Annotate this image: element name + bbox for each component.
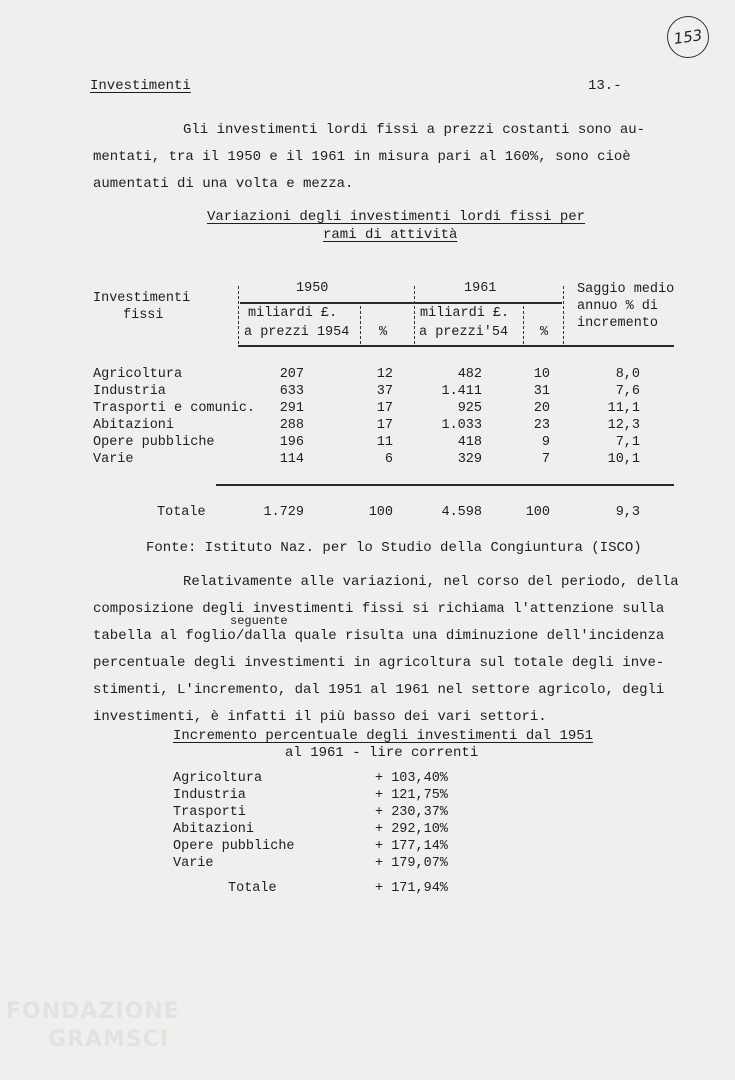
table2-row-value: + 177,14% (375, 839, 448, 854)
body2-line-3: tabella al foglio/dalla quale risulta una diminuzione dell'incidenza (93, 628, 665, 644)
table1-total-cell: 100 (525, 505, 550, 520)
body2-line-5: stimenti, L'incremento, dal 1951 al 1961 nel settore agricolo, degli (93, 682, 665, 698)
table2-row-label: Trasporti (173, 805, 246, 820)
table1-row-label: Abitazioni (93, 418, 175, 433)
watermark-line-1: FONDAZIONE (6, 999, 180, 1024)
page-number: 13.- (588, 78, 622, 94)
table2-title-line-2: al 1961 - lire correnti (285, 745, 479, 761)
table2-row-value: + 230,37% (375, 805, 448, 820)
table1-row-label: Trasporti e comunic. (93, 401, 256, 416)
table1-cell: 207 (279, 367, 304, 382)
table1-row-label: Opere pubbliche (93, 435, 215, 450)
table1-title-line-2: rami di attività (323, 227, 458, 243)
table1-cell: 31 (533, 384, 550, 399)
table2-row-value: + 179,07% (375, 856, 448, 871)
table1-cell: 329 (457, 452, 482, 467)
archive-watermark (6, 998, 196, 1054)
table2-row-label: Opere pubbliche (173, 839, 295, 854)
table1-source: Fonte: Istituto Naz. per lo Studio della Congiuntura (ISCO) (146, 540, 642, 556)
table2-row-value: + 121,75% (375, 788, 448, 803)
table1-header-rule (238, 345, 674, 347)
table2-row-value: + 103,40% (375, 771, 448, 786)
table1-row-label: Agricoltura (93, 367, 183, 382)
table1-cell: 23 (533, 418, 550, 433)
table1-total-label: Totale (157, 505, 206, 520)
table1-cell: 12,3 (607, 418, 640, 433)
table1-cell: 288 (279, 418, 304, 433)
table1-separator (523, 306, 524, 344)
table1-year-1961: 1961 (464, 281, 497, 296)
table1-pct-1950: % (379, 325, 388, 340)
section-title: Investimenti (90, 78, 191, 94)
table1-total-cell: 1.729 (263, 505, 304, 520)
table1-pct-1961: % (540, 325, 549, 340)
table1-separator (238, 286, 239, 344)
intro-line-3: aumentati di una volta e mezza. (93, 176, 354, 192)
table1-sub-1950-line-1: miliardi £. (248, 306, 338, 321)
table1-separator (414, 286, 415, 344)
table1-cell: 10 (533, 367, 550, 382)
table1-cell: 11,1 (607, 401, 640, 416)
table1-total-rule (216, 484, 674, 486)
table1-cell: 17 (376, 401, 393, 416)
table1-total-cell: 4.598 (441, 505, 482, 520)
table1-rate-header-1: Saggio medio (577, 282, 675, 297)
table1-rate-header-3: incremento (577, 316, 659, 331)
body2-line-1: Relativamente alle variazioni, nel corso del periodo, della (183, 574, 679, 590)
table2-row-value: + 292,10% (375, 822, 448, 837)
table1-total-cell: 100 (368, 505, 393, 520)
intro-line-2: mentati, tra il 1950 e il 1961 in misura pari al 160%, sono cioè (93, 149, 631, 165)
table1-cell: 1.033 (441, 418, 482, 433)
table1-cell: 37 (376, 384, 393, 399)
table2-row-label: Agricoltura (173, 771, 263, 786)
watermark-line-2: GRAMSCI (48, 1027, 170, 1052)
table1-cell: 633 (279, 384, 304, 399)
table1-cell: 17 (376, 418, 393, 433)
table1-cell: 7,6 (615, 384, 640, 399)
table1-cell: 1.411 (441, 384, 482, 399)
table1-cell: 10,1 (607, 452, 640, 467)
table1-cell: 482 (457, 367, 482, 382)
table2-total-value: + 171,94% (375, 881, 448, 896)
table1-cell: 418 (457, 435, 482, 450)
table1-rate-header-2: annuo % di (577, 299, 659, 314)
intro-line-1: Gli investimenti lordi fissi a prezzi costanti sono au- (183, 122, 646, 138)
body2-line-2: composizione degli investimenti fissi si richiama l'attenzione sulla (93, 601, 665, 617)
table1-cell: 20 (533, 401, 550, 416)
table1-cell: 291 (279, 401, 304, 416)
table1-cell: 11 (376, 435, 393, 450)
table1-header-left-2: fissi (123, 308, 164, 323)
body2-line-6: investimenti, è infatti il più basso dei vari settori. (93, 709, 547, 725)
table1-cell: 925 (457, 401, 482, 416)
table1-year-1950: 1950 (296, 281, 329, 296)
table1-cell: 12 (376, 367, 393, 382)
table1-header-left-1: Investimenti (93, 291, 191, 306)
table1-cell: 196 (279, 435, 304, 450)
table1-sub-1961-line-2: a prezzi'54 (419, 325, 509, 340)
table1-sub-1961-line-1: miliardi £. (420, 306, 510, 321)
table1-sub-1950-line-2: a prezzi 1954 (244, 325, 350, 340)
table1-row-label: Industria (93, 384, 166, 399)
table2-row-label: Industria (173, 788, 246, 803)
table1-cell: 9 (541, 435, 550, 450)
table1-total-cell: 9,3 (615, 505, 640, 520)
table1-separator (563, 286, 564, 344)
table1-cell: 114 (279, 452, 304, 467)
table1-cell: 7 (541, 452, 550, 467)
table1-cell: 8,0 (615, 367, 640, 382)
body2-insertion: seguente (230, 614, 288, 628)
table1-cell: 6 (384, 452, 393, 467)
table1-separator (360, 306, 361, 344)
table1-year-divider (240, 302, 562, 304)
table2-title-line-1: Incremento percentuale degli investimenti dal 1951 (173, 728, 594, 744)
table1-row-label: Varie (93, 452, 134, 467)
archive-stamp: 153 (664, 13, 711, 60)
table1-title-line-1: Variazioni degli investimenti lordi fissi per (207, 209, 586, 225)
table2-row-label: Abitazioni (173, 822, 255, 837)
table1-cell: 7,1 (615, 435, 640, 450)
table2-total-label: Totale (228, 881, 277, 896)
table2-row-label: Varie (173, 856, 214, 871)
body2-line-4: percentuale degli investimenti in agricoltura sul totale degli inve- (93, 655, 665, 671)
